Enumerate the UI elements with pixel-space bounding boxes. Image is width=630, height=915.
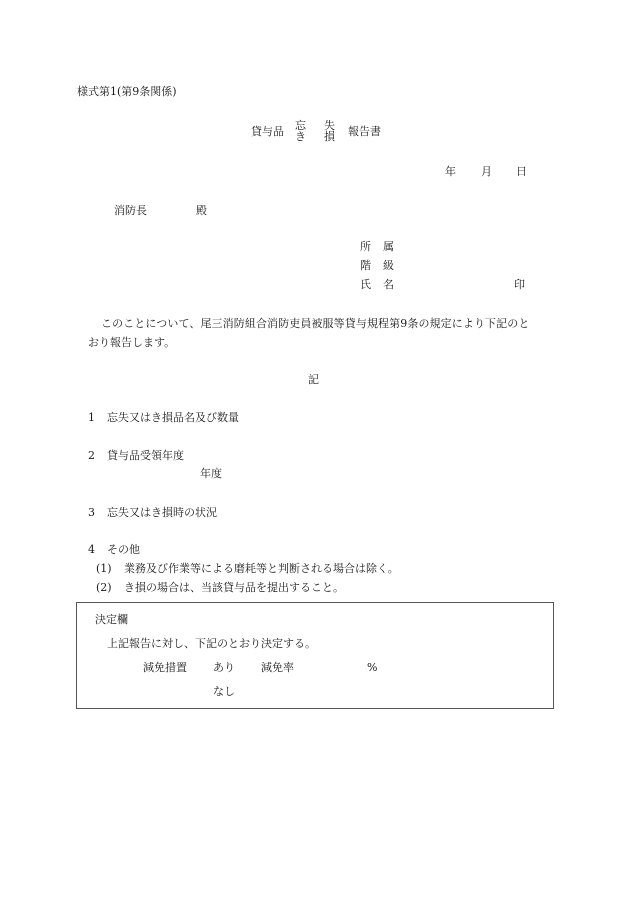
title-stacked-group [292,120,338,142]
field-name-label: 氏名 [360,278,406,291]
note-text: き損の場合は、当該貸与品を提出すること。 [124,581,344,594]
decision-title: 決定欄 [95,613,128,626]
title-stack-right-top: 失 [324,119,335,132]
date-year: 年 [445,165,456,178]
ki-heading: 記 [308,373,319,386]
option-ari: あり [213,661,235,674]
recipient-honorific: 殿 [196,204,207,217]
reduction-measure-label: 減免措置 [143,661,187,674]
note-text: 業務及び作業等による磨耗等と判断される場合は除く。 [124,562,399,575]
note-number: (1) [96,562,112,575]
item-text: 忘失又はき損時の状況 [107,506,217,519]
title-stack-right-bottom: 損 [324,130,335,143]
note-number: (2) [96,581,112,594]
item-number: 1 [88,411,95,424]
report-paragraph-line-2: おり報告します。 [88,336,176,349]
title-stack-left-top: 忘 [295,119,306,132]
date-month: 月 [481,165,492,178]
item-text: 貸与品受領年度 [107,449,184,462]
decision-box [76,602,554,709]
title-stack-right [324,120,335,142]
item-2 [88,450,184,461]
note-2 [96,582,344,593]
field-rank-label: 階級 [360,259,406,272]
item-text: 忘失又はき損品名及び数量 [107,411,239,424]
form-number: 様式第1(第9条関係) [77,85,177,98]
item-number: 2 [88,449,95,462]
item-3 [88,507,217,518]
item-number: 3 [88,506,95,519]
decision-statement: 上記報告に対し、下記のとおり決定する。 [107,637,316,650]
fiscal-year-label: 年度 [200,467,222,480]
title-prefix: 貸与品 [251,124,284,138]
note-1 [96,563,399,574]
option-nashi: なし [213,685,235,698]
recipient-name: 消防長 [114,204,147,217]
report-paragraph-line-1: このことについて、尾三消防組合消防吏員被服等貸与規程第9条の規定により下記のと [101,317,530,330]
item-text: その他 [107,543,140,556]
document-title [251,120,381,142]
title-stack-left-bottom: き [295,130,306,143]
item-number: 4 [88,543,95,556]
field-affiliation-label: 所属 [360,240,406,253]
seal-mark: 印 [514,278,525,291]
item-4 [88,544,140,555]
percent-sign: % [367,661,378,674]
reduction-rate-label: 減免率 [261,661,294,674]
title-suffix: 報告書 [348,124,381,138]
title-stack-left [295,120,306,142]
item-1 [88,412,239,423]
date-day: 日 [516,165,527,178]
